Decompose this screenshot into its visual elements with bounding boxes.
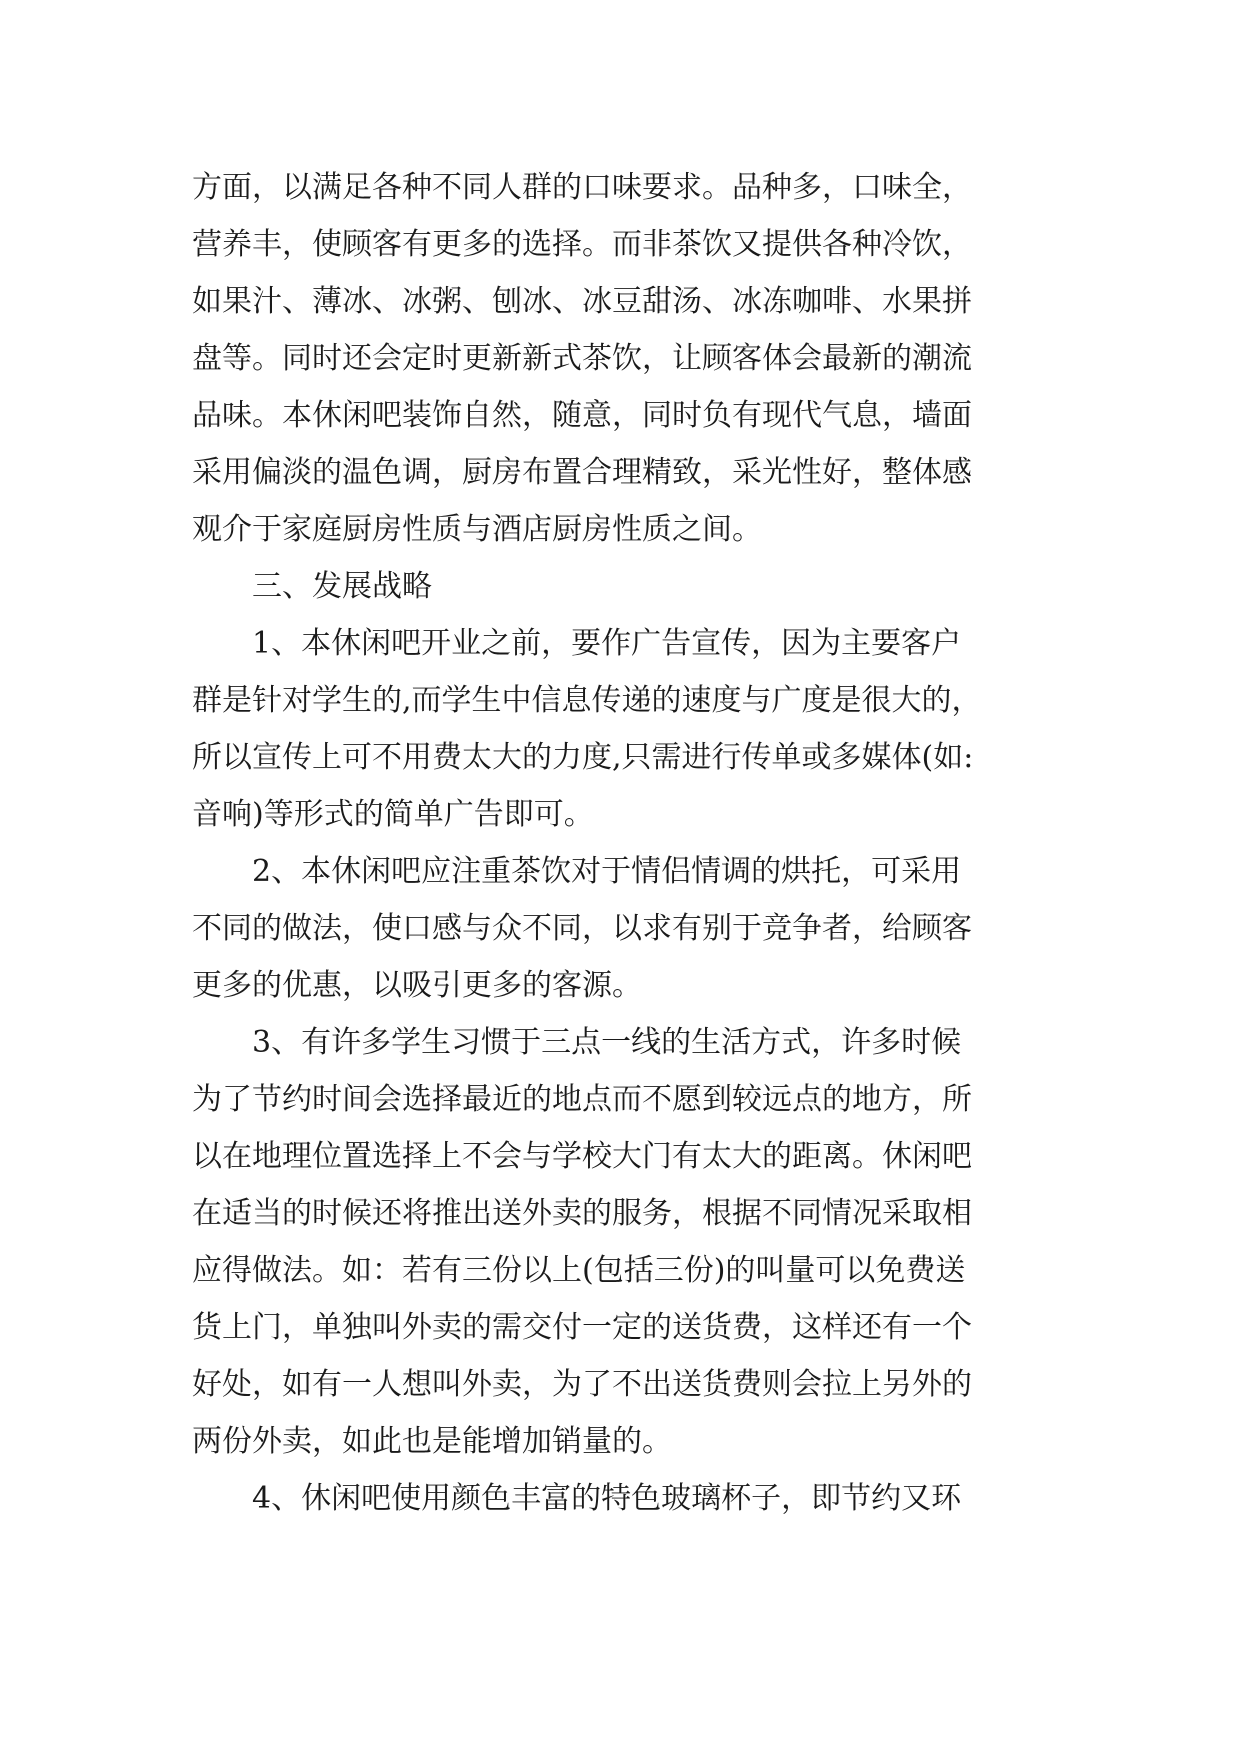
text-line: 4、休闲吧使用颜色丰富的特色玻璃杯子，即节约又环 — [252, 1481, 962, 1516]
text-line: 1、本休闲吧开业之前，要作广告宣传，因为主要客户 — [252, 626, 962, 661]
text-line: 品味。本休闲吧装饰自然，随意，同时负有现代气息，墙面 — [192, 398, 972, 433]
text-line: 在适当的时候还将推出送外卖的服务，根据不同情况采取相 — [192, 1196, 972, 1231]
text-line: 不同的做法，使口感与众不同，以求有别于竞争者，给顾客 — [192, 911, 972, 946]
text-line: 两份外卖，如此也是能增加销量的。 — [192, 1424, 672, 1459]
text-line: 音响)等形式的简单广告即可。 — [192, 797, 594, 832]
text-line: 好处，如有一人想叫外卖，为了不出送货费则会拉上另外的 — [192, 1367, 972, 1402]
text-line: 盘等。同时还会定时更新新式茶饮，让顾客体会最新的潮流 — [192, 341, 972, 376]
text-line: 观介于家庭厨房性质与酒店厨房性质之间。 — [192, 512, 762, 547]
text-line: 如果汁、薄冰、冰粥、刨冰、冰豆甜汤、冰冻咖啡、水果拼 — [192, 284, 972, 319]
text-line: 货上门，单独叫外卖的需交付一定的送货费，这样还有一个 — [192, 1310, 972, 1345]
text-line: 以在地理位置选择上不会与学校大门有太大的距离。休闲吧 — [192, 1139, 972, 1174]
text-line: 更多的优惠，以吸引更多的客源。 — [192, 968, 642, 1003]
text-line: 方面，以满足各种不同人群的口味要求。品种多，口味全， — [192, 170, 972, 205]
text-line: 采用偏淡的温色调，厨房布置合理精致，采光性好，整体感 — [192, 455, 972, 490]
text-line: 所以宣传上可不用费太大的力度,只需进行传单或多媒体(如: — [192, 740, 974, 775]
text-line: 2、本休闲吧应注重茶饮对于情侣情调的烘托，可采用 — [252, 854, 962, 889]
text-line: 应得做法。如：若有三份以上(包括三份)的叫量可以免费送 — [192, 1253, 966, 1288]
text-line: 为了节约时间会选择最近的地点而不愿到较远点的地方，所 — [192, 1082, 972, 1117]
text-line: 群是针对学生的,而学生中信息传递的速度与广度是很大的， — [192, 683, 982, 718]
text-line: 3、有许多学生习惯于三点一线的生活方式，许多时候 — [252, 1025, 962, 1060]
text-line: 营养丰，使顾客有更多的选择。而非茶饮又提供各种冷饮， — [192, 227, 972, 262]
section-heading: 三、发展战略 — [252, 569, 432, 604]
